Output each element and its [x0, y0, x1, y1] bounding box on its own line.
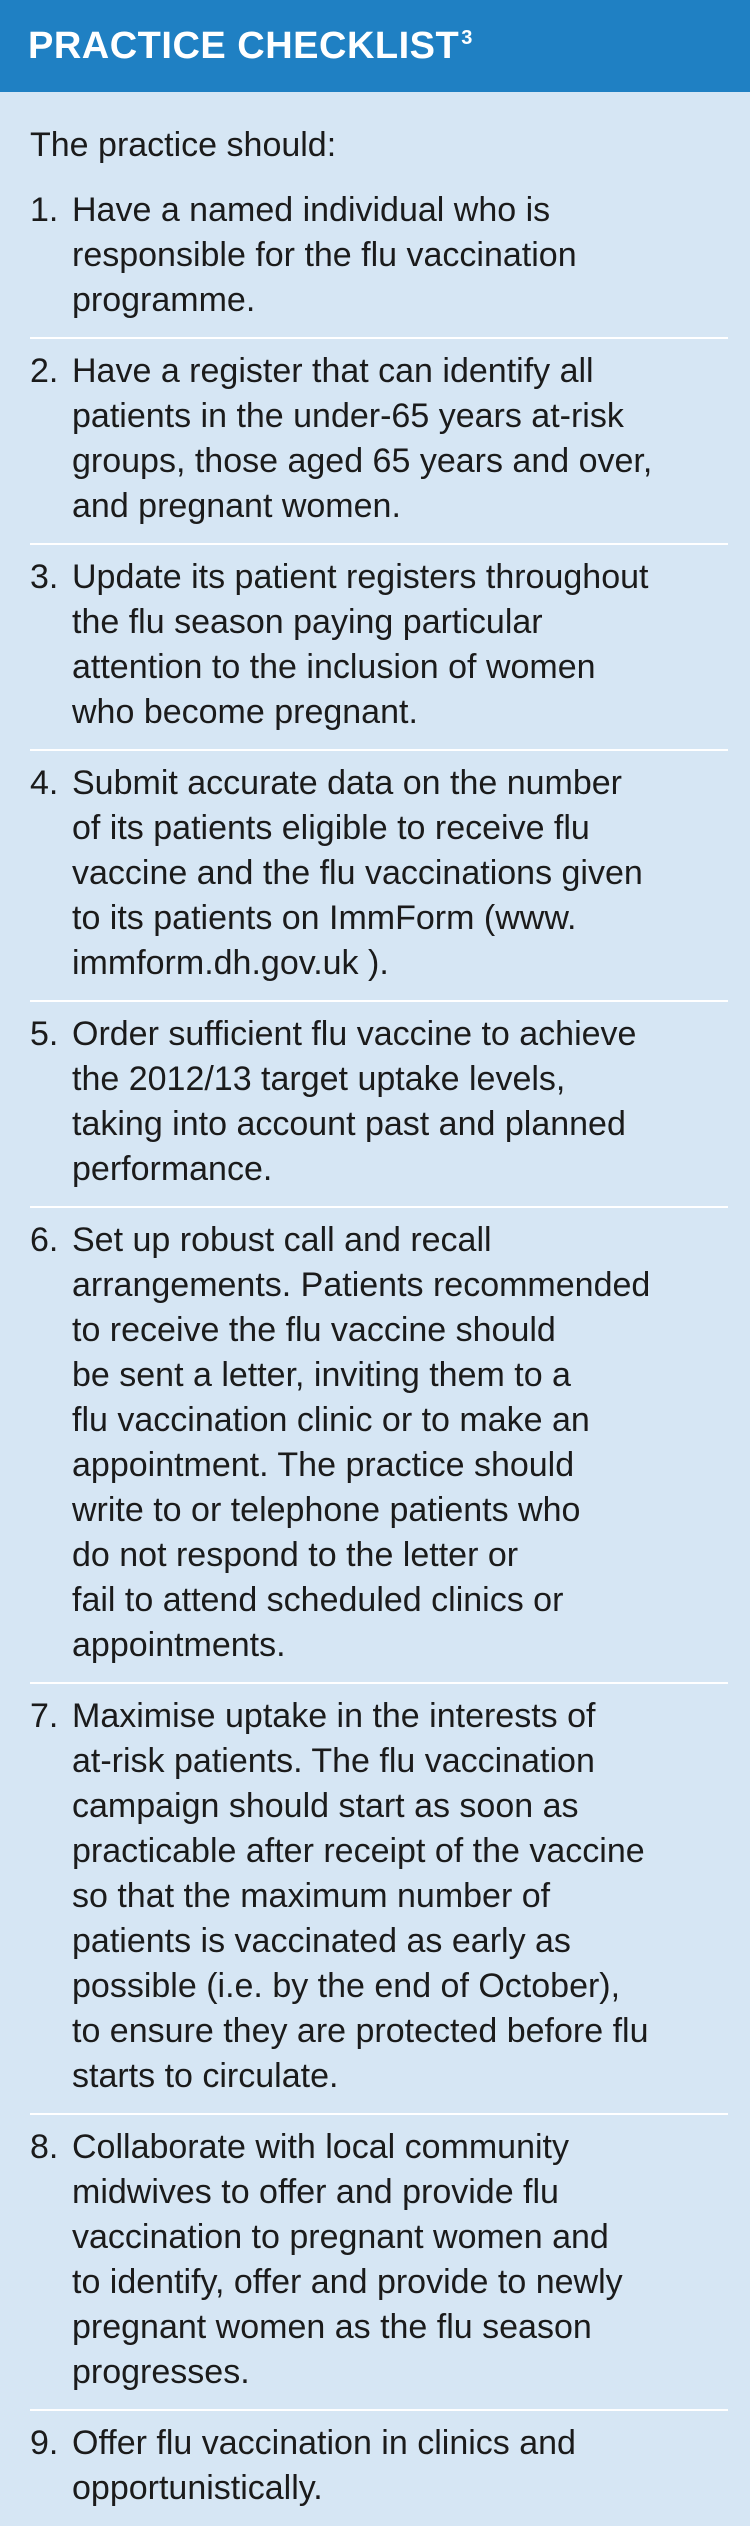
item-text-line: at-risk patients. The flu vaccination: [72, 1742, 595, 1780]
item-text-line: responsible for the flu vaccination: [72, 236, 577, 274]
checklist-item: [30, 337, 728, 543]
checklist-item: [30, 2409, 728, 2525]
item-text-line: Offer flu vaccination in clinics and: [72, 2424, 576, 2462]
item-text-line: be sent a letter, inviting them to a: [72, 1356, 571, 1394]
item-text: [72, 1012, 728, 1192]
item-text-line: midwives to offer and provide flu: [72, 2173, 559, 2211]
item-text-line: pregnant women as the flu season: [72, 2308, 592, 2346]
item-text-line: attention to the inclusion of women: [72, 648, 596, 686]
item-text-line: the 2012/13 target uptake levels,: [72, 1060, 566, 1098]
item-text-line: Submit accurate data on the number: [72, 764, 622, 802]
item-text-line: campaign should start as soon as: [72, 1787, 579, 1825]
checklist-item: [30, 1682, 728, 2113]
item-number: 7.: [30, 1697, 59, 1735]
item-text-line: vaccination to pregnant women and: [72, 2218, 609, 2256]
item-text-line: immform.dh.gov.uk ).: [72, 944, 389, 982]
item-text: [72, 1694, 728, 2099]
item-text-line: flu vaccination clinic or to make an: [72, 1401, 590, 1439]
item-text-line: opportunistically.: [72, 2469, 323, 2507]
checklist-title: [28, 27, 473, 65]
item-text-line: and pregnant women.: [72, 487, 401, 525]
item-text: [72, 555, 728, 735]
item-number: 5.: [30, 1015, 59, 1053]
item-text-line: write to or telephone patients who: [72, 1491, 581, 1529]
item-text-line: so that the maximum number of: [72, 1877, 551, 1915]
checklist-item: [30, 749, 728, 1000]
item-text-line: appointments.: [72, 1626, 286, 1664]
item-text: [72, 1218, 728, 1668]
item-text-line: starts to circulate.: [72, 2057, 339, 2095]
item-text-line: performance.: [72, 1150, 273, 1188]
item-text-line: Have a register that can identify all: [72, 352, 594, 390]
item-text-line: arrangements. Patients recommended: [72, 1266, 651, 1304]
item-text-line: Set up robust call and recall: [72, 1221, 492, 1259]
item-text-line: practicable after receipt of the vaccine: [72, 1832, 645, 1870]
item-text-line: Update its patient registers throughout: [72, 558, 649, 596]
checklist-body: [0, 92, 750, 2525]
item-text: [72, 2421, 728, 2511]
item-text: [72, 761, 728, 986]
item-text-line: programme.: [72, 281, 256, 319]
item-text-line: appointment. The practice should: [72, 1446, 575, 1484]
item-text-line: taking into account past and planned: [72, 1105, 626, 1143]
item-number: 4.: [30, 764, 59, 802]
item-text-line: to ensure they are protected before flu: [72, 2012, 649, 2050]
item-text-line: vaccine and the flu vaccinations given: [72, 854, 643, 892]
item-text-line: patients in the under-65 years at-risk: [72, 397, 624, 435]
item-text-line: who become pregnant.: [72, 693, 418, 731]
item-text-line: to receive the flu vaccine should: [72, 1311, 556, 1349]
checklist-item: [30, 1000, 728, 1206]
item-text: [72, 188, 728, 323]
item-number: 3.: [30, 558, 59, 596]
item-number: 6.: [30, 1221, 59, 1259]
item-text-line: Collaborate with local community: [72, 2128, 569, 2166]
item-number: 1.: [30, 191, 59, 229]
item-text-line: Have a named individual who is: [72, 191, 551, 229]
item-text-line: patients is vaccinated as early as: [72, 1922, 571, 1960]
item-text-line: to its patients on ImmForm (www.: [72, 899, 577, 937]
item-text-line: of its patients eligible to receive flu: [72, 809, 590, 847]
item-text-line: possible (i.e. by the end of October),: [72, 1967, 621, 2005]
item-text-line: to identify, offer and provide to newly: [72, 2263, 623, 2301]
checklist-item: [30, 1206, 728, 1682]
checklist-item: [30, 2113, 728, 2409]
item-text-line: progresses.: [72, 2353, 250, 2391]
checklist-item: [30, 543, 728, 749]
checklist-title-text: PRACTICE CHECKLIST: [28, 25, 460, 67]
item-text-line: groups, those aged 65 years and over,: [72, 442, 653, 480]
item-text-line: fail to attend scheduled clinics or: [72, 1581, 564, 1619]
item-text-line: Order sufficient flu vaccine to achieve: [72, 1015, 637, 1053]
item-number: 9.: [30, 2424, 59, 2462]
item-number: 8.: [30, 2128, 59, 2166]
item-text-line: do not respond to the letter or: [72, 1536, 519, 1574]
checklist-header: [0, 0, 750, 92]
item-number: 2.: [30, 352, 59, 390]
checklist-item: [30, 178, 728, 337]
intro-text: The practice should:: [30, 126, 337, 164]
reference-superscript: 3: [461, 27, 473, 50]
item-text: [72, 349, 728, 529]
checklist-list: [30, 178, 728, 2525]
item-text: [72, 2125, 728, 2395]
item-text-line: the flu season paying particular: [72, 603, 543, 641]
item-text-line: Maximise uptake in the interests of: [72, 1697, 596, 1735]
